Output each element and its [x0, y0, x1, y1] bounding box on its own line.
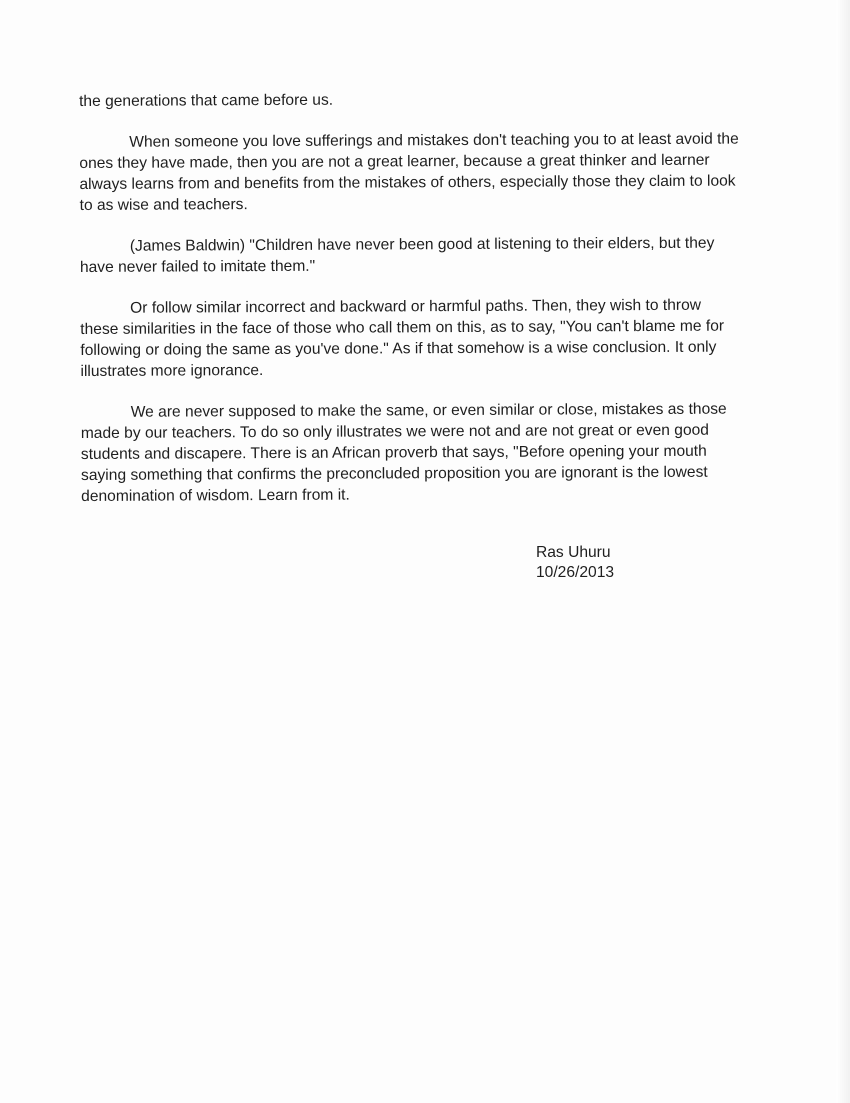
- paragraph-learning-from-mistakes: When someone you love sufferings and mistakes don't teaching you to at least avoid the ones they have made, then you are not a great learner, because a great thinker and learner always learns from and benefits from the mistakes of others, especially those they claim to look to as wise and teachers.: [79, 130, 739, 214]
- scan-edge-shadow: [836, 0, 850, 1103]
- paragraph-continuation: the generations that came before us.: [79, 91, 334, 110]
- paragraph-african-proverb: We are never supposed to make the same, or even similar or close, mistakes as those made by our teachers. To do so only illustrates we were not and are not great or even good students and discapere. There is an African proverb that says, "Before opening your mouth saying something that confirms the preconcluded proposition you are ignorant is the lowest denomination of wisdom. Learn from it.: [80, 400, 727, 505]
- paragraph-harmful-paths: Or follow similar incorrect and backward or harmful paths. Then, they wish to throw these similarities in the face of those who call them on this, as to say, "You can't blame me for following or doing the same as you've done." As if that somehow is a wise conclusion. It only illustrates more ignorance.: [80, 296, 725, 380]
- author-name: Ras Uhuru: [536, 544, 611, 561]
- document-body: [79, 88, 741, 527]
- signature-date: 10/26/2013: [536, 564, 615, 581]
- paragraph-baldwin-quote: (James Baldwin) "Children have never been good at listening to their elders, but they have never failed to imitate them.": [79, 234, 715, 276]
- signature-block: [536, 543, 614, 583]
